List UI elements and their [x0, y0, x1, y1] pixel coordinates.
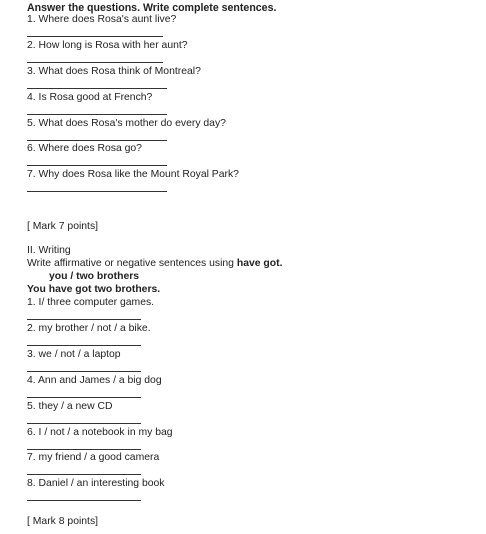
item-answer-line-5[interactable]: [27, 423, 141, 424]
item-answer-line-4[interactable]: [27, 397, 141, 398]
item-answer-line-8[interactable]: [27, 500, 141, 501]
item-answer-line-6[interactable]: [27, 449, 141, 450]
answer-line-3[interactable]: [27, 88, 167, 89]
answer-line-2[interactable]: [27, 62, 163, 63]
item-4: 4. Ann and James / a big dog: [27, 375, 162, 386]
item-1: 1. I/ three computer games.: [27, 297, 155, 308]
item-2: 2. my brother / not / a bike.: [27, 323, 151, 334]
part1-mark: [ Mark 7 points]: [27, 221, 99, 232]
instruction-text: Write affirmative or negative sentences using: [27, 258, 237, 269]
answer-line-1[interactable]: [27, 36, 163, 37]
item-3: 3. we / not / a laptop: [27, 349, 121, 360]
question-7: 7. Why does Rosa like the Mount Royal Park?: [27, 169, 239, 180]
item-6: 6. I / not / a notebook in my bag: [27, 427, 173, 438]
instruction-bold: have got.: [236, 258, 283, 269]
part2-instruction: [27, 258, 282, 269]
question-4: 4. Is Rosa good at French?: [27, 92, 153, 103]
item-8: 8. Daniel / an interesting book: [27, 478, 165, 489]
question-2: 2. How long is Rosa with her aunt?: [27, 40, 188, 51]
item-answer-line-1[interactable]: [27, 319, 141, 320]
item-answer-line-3[interactable]: [27, 371, 141, 372]
part2-title: II. Writing: [27, 245, 71, 256]
answer-line-4[interactable]: [27, 114, 167, 115]
part2-mark: [ Mark 8 points]: [27, 516, 99, 527]
question-5: 5. What does Rosa's mother do every day?: [27, 118, 226, 129]
question-3: 3. What does Rosa think of Montreal?: [27, 66, 201, 77]
part1-heading: Answer the questions. Write complete sentences.: [27, 2, 277, 14]
question-1: 1. Where does Rosa's aunt live?: [27, 14, 177, 25]
item-answer-line-2[interactable]: [27, 345, 141, 346]
answer-line-6[interactable]: [27, 165, 167, 166]
item-7: 7. my friend / a good camera: [27, 452, 160, 463]
answer-line-5[interactable]: [27, 140, 167, 141]
question-6: 6. Where does Rosa go?: [27, 143, 142, 154]
example-prompt: you / two brothers: [49, 271, 140, 282]
item-answer-line-7[interactable]: [27, 474, 141, 475]
answer-line-7[interactable]: [27, 191, 167, 192]
example-answer: You have got two brothers.: [27, 284, 161, 295]
item-5: 5. they / a new CD: [27, 401, 113, 412]
